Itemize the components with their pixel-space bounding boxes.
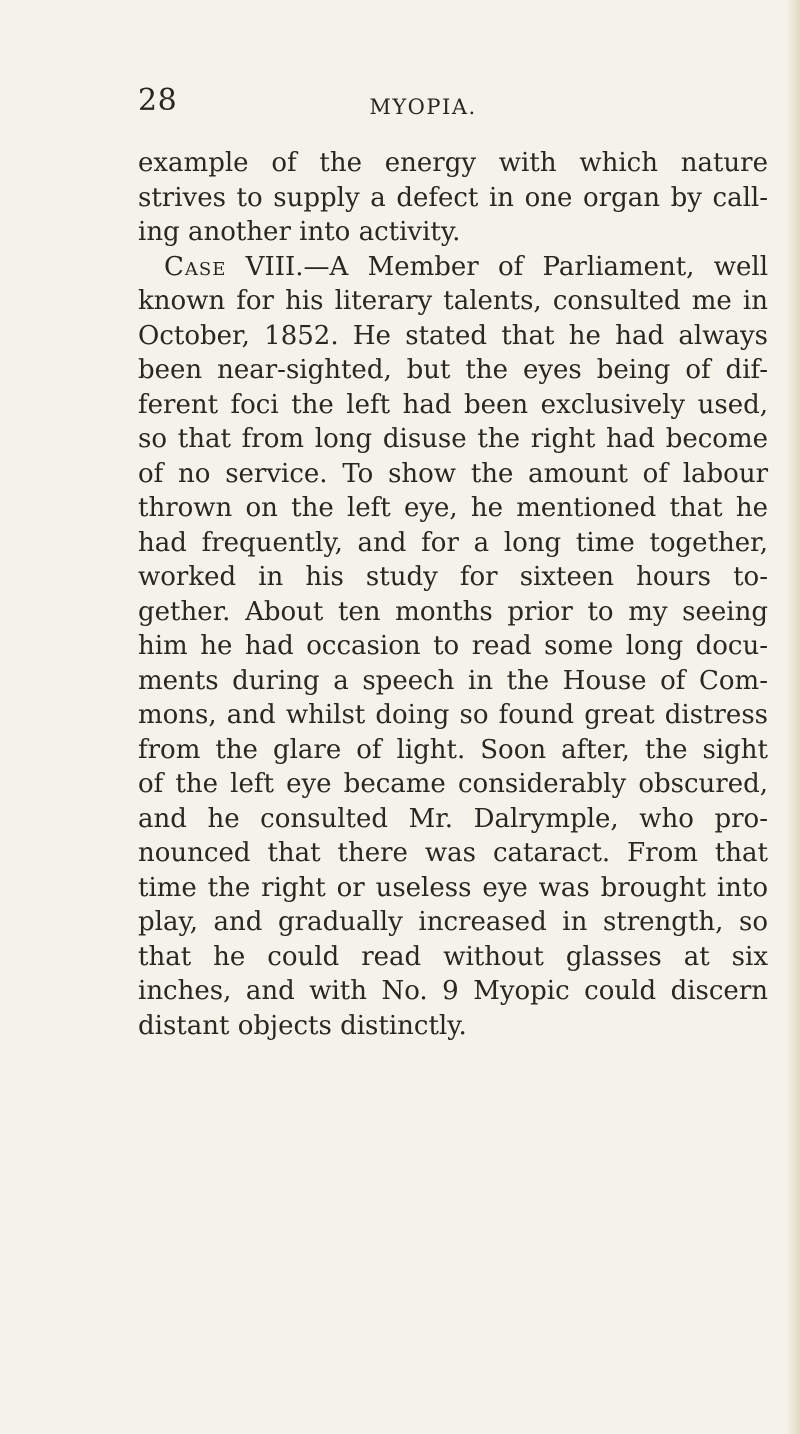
text-line: of the left eye became considerably obscured, — [138, 769, 768, 799]
text-line: distant objects distinctly. — [138, 1010, 467, 1041]
text-line: strives to supply a defect in one organ by call- — [138, 182, 768, 213]
text-line: play, and gradually increased in strength, so — [138, 907, 768, 937]
page-edge-shadow — [786, 0, 800, 1434]
text-line: known for his literary talents, consulted me in — [138, 286, 768, 316]
text-line: that he could read without glasses at six — [138, 941, 768, 972]
text-line: him he had occasion to read some long docu- — [138, 631, 768, 661]
text-line: been near-sighted, but the eyes being of dif- — [138, 355, 768, 385]
text-line: example of the energy with which nature — [138, 148, 768, 178]
text-line: gether. About ten months prior to my seeing — [138, 596, 768, 627]
text-line: ments during a speech in the House of Com- — [138, 665, 768, 696]
text-line: time the right or useless eye was brought into — [138, 872, 768, 903]
text-line: thrown on the left eye, he mentioned that he — [138, 493, 768, 523]
text-line: mons, and whilst doing so found great distress — [138, 700, 768, 730]
text-line: and he consulted Mr. Dalrymple, who pro- — [138, 803, 768, 834]
page-number: 28 — [138, 83, 178, 118]
text-line: from the glare of light. Soon after, the sight — [138, 734, 768, 765]
body-text — [138, 146, 768, 1043]
text-line: of no service. To show the amount of labour — [138, 458, 768, 489]
text-line: so that from long disuse the right had become — [138, 424, 768, 454]
case-line-text: VIII.—A Member of Parliament, well — [245, 251, 769, 282]
case-label: Case — [164, 251, 227, 282]
text-line: October, 1852. He stated that he had always — [138, 320, 768, 351]
text-line: ferent foci the left had been exclusively used, — [138, 389, 768, 420]
text-line-case-heading — [138, 250, 768, 284]
text-line: worked in his study for sixteen hours to- — [138, 562, 768, 592]
running-title: MYOPIA. — [369, 95, 477, 119]
text-line: nounced that there was cataract. From that — [138, 838, 768, 868]
text-line: ing another into activity. — [138, 217, 461, 247]
text-line: inches, and with No. 9 Myopic could discern — [138, 976, 768, 1006]
text-line: had frequently, and for a long time together, — [138, 527, 768, 558]
